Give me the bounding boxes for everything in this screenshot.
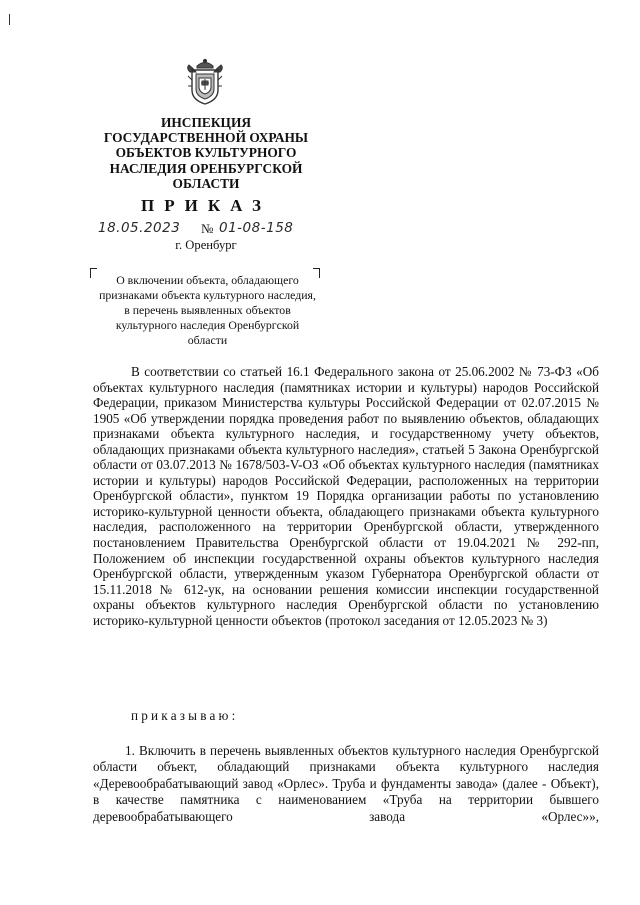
city-line: г. Оренбург [175, 238, 237, 252]
coat-of-arms-icon [184, 56, 226, 106]
scan-mark [9, 14, 10, 25]
order-item-1: 1. Включить в перечень выявленных объектов культурного наследия Оренбургской области объект, обладающий признаками объекта культурного наследия «Деревообрабатывающий завод «Орлес». Труба и фундаменты завода» (далее - Объект), в качестве памятника с наименованием «Труба на территории бывшего деревообрабатывающего завода «Орлес»», [93, 743, 599, 824]
document-type-title: ПРИКАЗ [141, 196, 271, 215]
handwritten-date: 18.05.2023 [98, 220, 181, 236]
preamble-paragraph: В соответствии со статьей 16.1 Федерального закона от 25.06.2002 № 73-ФЗ «Об объектах культурного наследия (памятниках истории и культуры) народов Российской Федерации, приказом Министерства культуры Российской Федерации от 02.07.2015 № 1905 «Об утверждении порядка проведения работ по выявлению объектов, обладающих признаками объекта культурного наследия, и государственному учету объектов, обладающих признаками объекта культурного наследия», статьей 5 Закона Оренбургской области от 03.07.2013 № 1678/503-V-ОЗ «Об объектах культурного наследия (памятниках истории и культуры) народов Российской Федерации, расположенных на территории Оренбургской области», пунктом 19 Порядка организации работы по установлению историко-культурной ценности объекта, обладающего признаками объекта культурного наследия, расположенного на территории Оренбургской области, утвержденного постановлением Правительства Оренбургской области от 19.04.2021 № 292-пп, Положением об инспекции государственной охраны объектов культурного наследия Оренбургской области, утвержденным указом Губернатора Оренбургской области от 15.11.2018 № 612-ук, на основании решения комиссии инспекции государственной охраны объектов культурного наследия Оренбургской области по установлению историко-культурной ценности объектов (протокол заседания от 12.05.2023 № 3) [93, 364, 599, 628]
date-number-line [84, 220, 324, 240]
handwritten-number: 01-08-158 [219, 220, 294, 236]
number-sign: № [201, 221, 214, 236]
order-word: приказываю: [131, 708, 239, 723]
order-subject: О включении объекта, обладающего признаками объекта культурного наследия, в перечень выявленных объектов культурного наследия Оренбургской области [99, 273, 316, 348]
organization-name: ИНСПЕКЦИЯ ГОСУДАРСТВЕННОЙ ОХРАНЫ ОБЪЕКТОВ КУЛЬТУРНОГО НАСЛЕДИЯ ОРЕНБУРГСКОЙ ОБЛАСТИ [103, 115, 309, 191]
